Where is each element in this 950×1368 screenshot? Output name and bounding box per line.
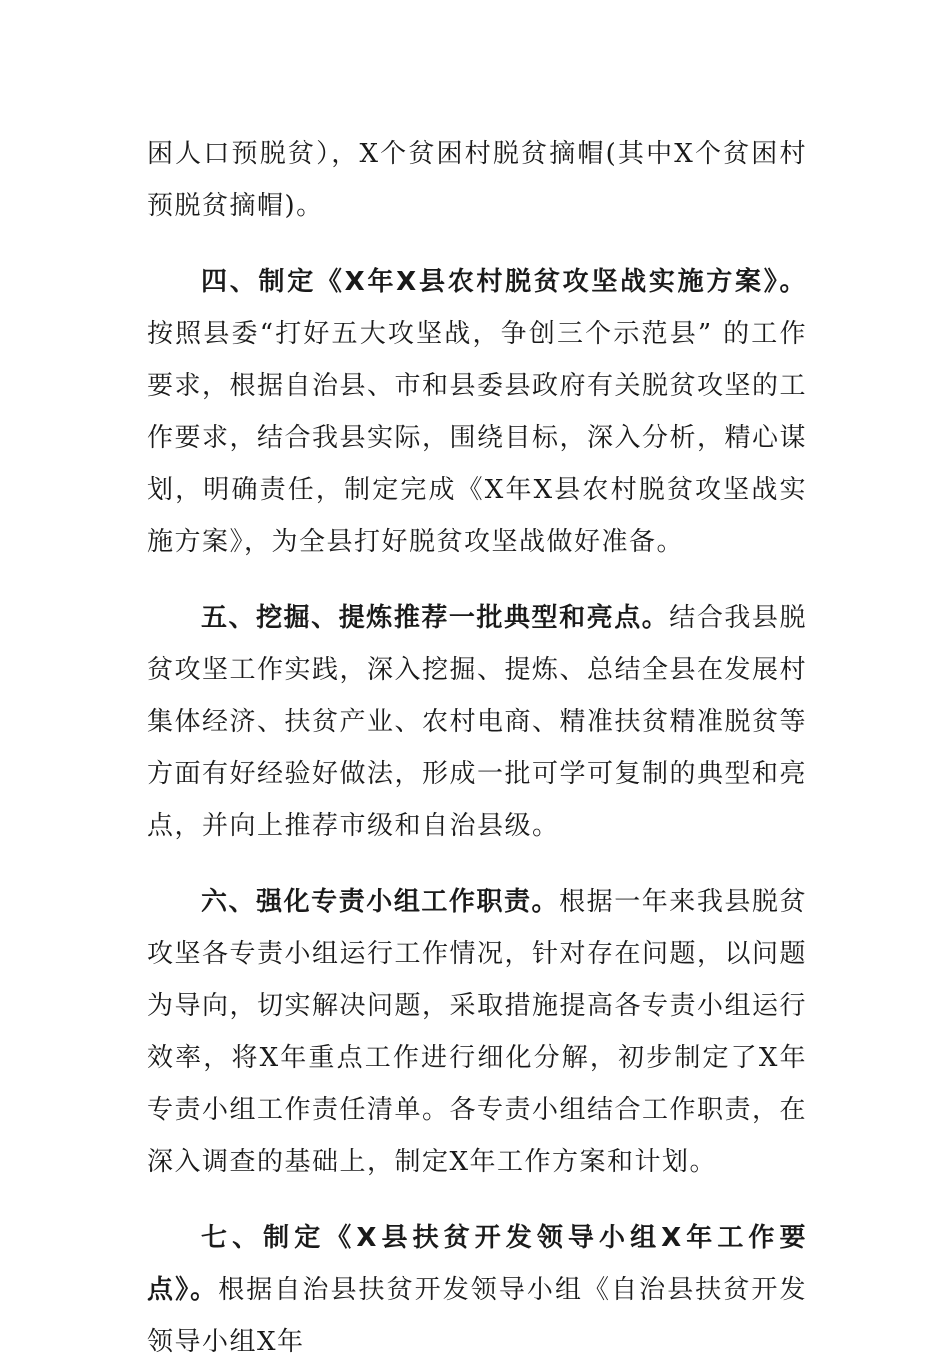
paragraph-item-6 <box>147 876 807 1188</box>
paragraph-item-4 <box>147 256 807 568</box>
paragraph-body: 根据自治县扶贫开发领导小组《自治县扶贫开发领导小组X年 <box>147 1275 807 1357</box>
document-page <box>147 128 807 1368</box>
paragraph-heading: 六、强化专责小组工作职责。 <box>201 887 560 917</box>
paragraph-continuation <box>147 128 807 232</box>
paragraph-heading: 五、挖掘、提炼推荐一批典型和亮点。 <box>201 603 670 633</box>
paragraph-body: 结合我县脱贫攻坚工作实践，深入挖掘、提炼、总结全县在发展村集体经济、扶贫产业、农村电商、精准扶贫精准脱贫等方面有好经验好做法，形成一批可学可复制的典型和亮点，并向上推荐市级和自治县级。 <box>147 603 808 841</box>
paragraph-heading: 四、制定《X年X县农村脱贫攻坚战实施方案》。 <box>201 267 807 297</box>
paragraph-item-7 <box>147 1212 807 1368</box>
paragraph-body: 按照县委“打好五大攻坚战，争创三个示范县” 的工作要求，根据自治县、市和县委县政府有关脱贫攻坚的工作要求，结合我县实际，围绕目标，深入分析，精心谋划，明确责任，制定完成《X年X县农村脱贫攻坚战实施方案》，为全县打好脱贫攻坚战做好准备。 <box>147 319 808 557</box>
paragraph-body: 根据一年来我县脱贫攻坚各专责小组运行工作情况，针对存在问题，以问题为导向，切实解决问题，采取措施提高各专责小组运行效率，将X年重点工作进行细化分解，初步制定了X年专责小组工作责任清单。各专责小组结合工作职责，在深入调查的基础上，制定X年工作方案和计划。 <box>147 887 808 1177</box>
paragraph-heading: 七、制定《X县扶贫开发领导小组X年工作要点》。 <box>147 1223 807 1305</box>
paragraph-body: 困人口预脱贫），X个贫困村脱贫摘帽(其中X个贫困村预脱贫摘帽)。 <box>147 139 807 221</box>
paragraph-item-5 <box>147 592 807 852</box>
